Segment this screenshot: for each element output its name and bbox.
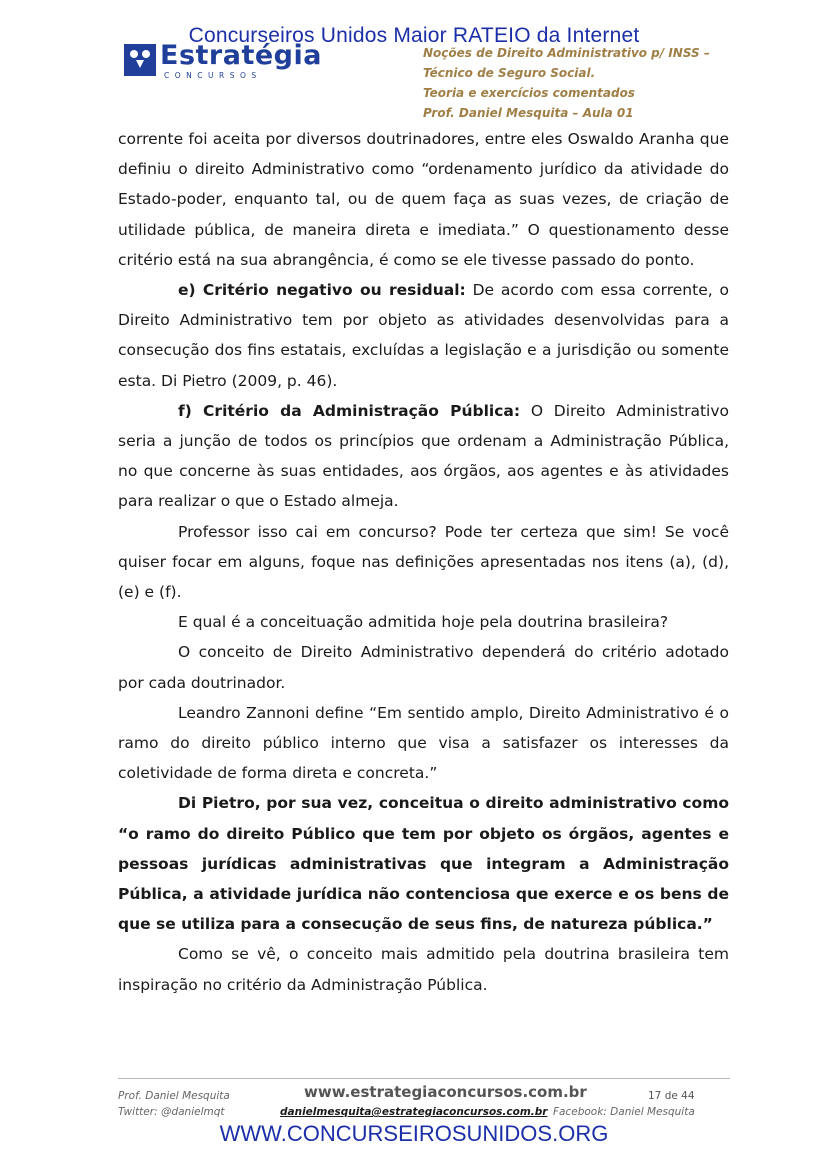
paragraph-3 bbox=[118, 396, 729, 517]
logo bbox=[124, 40, 324, 88]
criterion-f-heading: f) Critério da Administração Pública: bbox=[178, 401, 521, 420]
footer-email-link[interactable]: danielmesquita@estrategiaconcursos.com.br bbox=[280, 1106, 548, 1118]
criterion-f-text: O Direito Administrativo seria a junção de todos os princípios que ordenam a Administração Pública, no que concerne às suas entidades, aos órgãos, aos agentes e às atividades para realizar o que o Estado almeja. bbox=[118, 401, 729, 511]
paragraph-9: Como se vê, o conceito mais admitido pela doutrina brasileira tem inspiração no critério da Administração Pública. bbox=[118, 945, 729, 994]
paragraph-6: O conceito de Direito Administrativo dependerá do critério adotado por cada doutrinador. bbox=[118, 643, 729, 692]
footer-professor: Prof. Daniel Mesquita bbox=[118, 1090, 230, 1102]
paragraph-5: E qual é a conceituação admitida hoje pela doutrina brasileira? bbox=[178, 613, 669, 632]
course-line-1: Noções de Direito Administrativo p/ INSS – bbox=[423, 46, 710, 60]
watermark-bottom: WWW.CONCURSEIROSUNIDOS.ORG bbox=[219, 1121, 609, 1146]
footer-facebook: Facebook: Daniel Mesquita bbox=[553, 1106, 695, 1118]
logo-subtitle: CONCURSOS bbox=[164, 71, 262, 80]
course-info bbox=[423, 43, 763, 123]
paragraph-8-bold-quote: Di Pietro, por sua vez, conceitua o direito administrativo como “o ramo do direito Público que tem por objeto os órgãos, agentes e pessoas jurídicas administrativas que integram a Administração Pública, a atividade jurídica não contenciosa que exerce e os bens de que se utiliza para a consecução de seus fins, de natureza pública.” bbox=[118, 794, 729, 934]
criterion-e-heading: e) Critério negativo ou residual: bbox=[178, 281, 466, 300]
course-line-2: Técnico de Seguro Social. bbox=[423, 66, 596, 80]
paragraph-1: corrente foi aceita por diversos doutrinadores, entre eles Oswaldo Aranha que definiu o direito Administrativo como “ordenamento jurídico da atividade do Estado-poder, enquanto tal, ou de quem faça as suas vezes, de criação de utilidade pública, de maneira direta e imediata.” O questionamento desse critério está na sua abrangência, é como se ele tivesse passado do ponto. bbox=[118, 130, 729, 269]
course-line-3: Teoria e exercícios comentados bbox=[423, 86, 635, 100]
footer-twitter: Twitter: @danielmqt bbox=[118, 1106, 225, 1118]
footer-divider bbox=[118, 1078, 730, 1079]
footer-website-link[interactable]: www.estrategiaconcursos.com.br bbox=[304, 1083, 587, 1101]
logo-name: Estratégia bbox=[160, 40, 322, 71]
watermark-top: Concurseiros Unidos Maior RATEIO da Internet bbox=[188, 24, 640, 47]
course-line-4: Prof. Daniel Mesquita – Aula 01 bbox=[423, 106, 634, 120]
paragraph-7: Leandro Zannoni define “Em sentido amplo, Direito Administrativo é o ramo do direito público interno que visa a satisfazer os interesses da coletividade de forma direta e concreta.” bbox=[118, 703, 729, 783]
document-body bbox=[118, 124, 729, 1000]
page-number: 17 de 44 bbox=[648, 1090, 695, 1102]
paragraph-2 bbox=[118, 275, 729, 396]
owl-icon bbox=[124, 44, 156, 76]
criterion-e-text: De acordo com essa corrente, o Direito Administrativo tem por objeto as atividades desenvolvidas para a consecução dos fins estatais, excluídas a legislação e a jurisdição ou somente esta. Di Pietro (2009, p. 46). bbox=[118, 281, 729, 390]
paragraph-4: Professor isso cai em concurso? Pode ter certeza que sim! Se você quiser focar em alguns, foque nas definições apresentadas nos itens (a), (d), (e) e (f). bbox=[118, 522, 729, 602]
